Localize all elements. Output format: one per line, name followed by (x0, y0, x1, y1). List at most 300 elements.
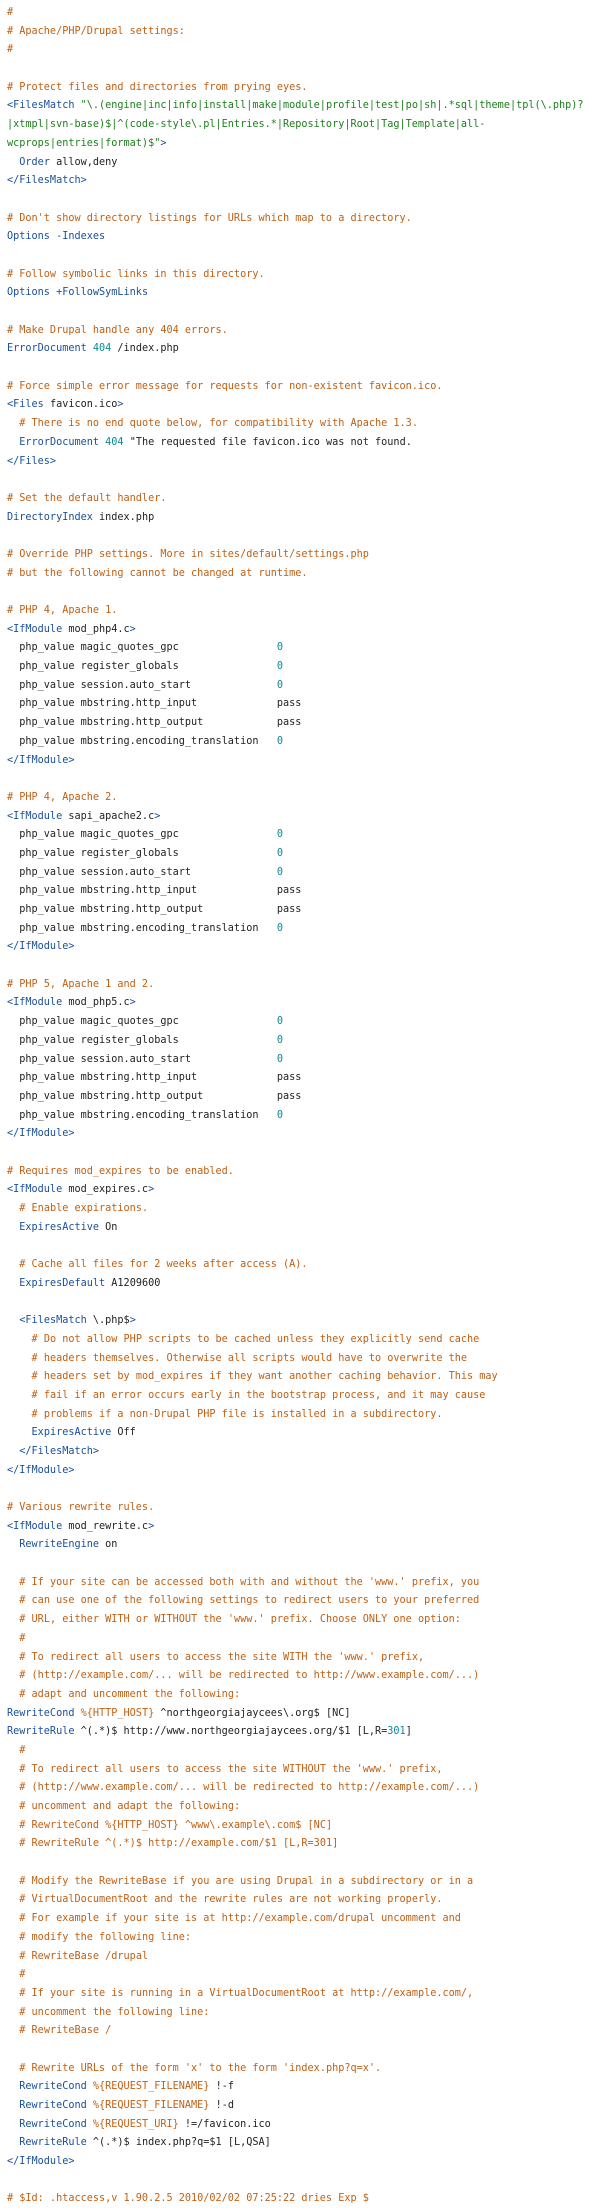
code-token: php_value mbstring.http_input pass (7, 1072, 302, 1084)
code-token: 0 (276, 679, 284, 691)
code-line (7, 471, 600, 490)
code-token: RewriteRule (7, 1726, 75, 1738)
code-line (7, 1293, 600, 1312)
code-token (7, 1894, 19, 1905)
code-token: "The requested file favicon.ico was not found. (123, 436, 412, 448)
code-token (7, 1820, 19, 1831)
code-token: %{REQUEST_FILENAME} (92, 2100, 210, 2111)
code-token: # There is no end quote below, for compatibility with Apache 1.3. (19, 418, 418, 430)
code-token: # Set the default handler. (7, 492, 167, 504)
code-token: # To redirect all users to access the site WITHOUT the 'www.' prefix, (19, 1763, 443, 1775)
code-token: php_value register_globals (7, 847, 277, 859)
code-token: php_value mbstring.http_output pass (7, 1090, 302, 1102)
code-line (7, 1462, 600, 1481)
code-token (7, 1353, 32, 1364)
code-token: # PHP 4, Apache 2. (7, 791, 118, 803)
code-token: # uncomment and adapt the following: (19, 1801, 241, 1812)
code-token: # Rewrite URLs of the form 'x' to the form 'index.php?q=x'. (19, 2062, 382, 2074)
code-line (7, 1237, 600, 1256)
code-line (7, 1051, 600, 1070)
code-token (7, 1577, 19, 1588)
code-line (7, 172, 600, 191)
code-token: mod_php5.c (62, 997, 130, 1009)
code-line (7, 1312, 600, 1331)
code-line (7, 1910, 600, 1929)
code-token: # adapt and uncomment the following: (19, 1688, 241, 1700)
code-line (7, 808, 600, 827)
code-token: php_value session.auto_start (7, 679, 277, 691)
code-line (7, 378, 600, 397)
code-token: ExpiresActive (19, 1221, 100, 1233)
code-token: %{HTTP_HOST} (80, 1707, 155, 1719)
code-line (7, 1761, 600, 1780)
code-line (7, 864, 600, 883)
code-line (7, 415, 600, 434)
code-token: php_value mbstring.encoding_translation (7, 922, 277, 934)
code-token: > (117, 399, 124, 411)
code-token: # but the following cannot be changed at runtime. (7, 567, 308, 579)
code-token (7, 1988, 19, 1999)
code-line (7, 2078, 600, 2097)
code-token: 0 (276, 829, 284, 841)
code-line (7, 527, 600, 546)
code-line (7, 2041, 600, 2060)
code-line (7, 340, 600, 359)
code-token: Options (7, 231, 50, 243)
code-line (7, 210, 600, 229)
code-line (7, 2022, 600, 2041)
code-line (7, 2172, 600, 2191)
code-line (7, 1107, 600, 1126)
code-line (7, 97, 600, 116)
code-token (7, 1278, 19, 1289)
code-line (7, 1574, 600, 1593)
code-token: # Don't show directory listings for URLs which map to a directory. (7, 212, 412, 224)
code-token: php_value magic_quotes_gpc (7, 1016, 277, 1028)
code-line (7, 976, 600, 995)
code-line (7, 1443, 600, 1462)
code-token: mod_php4.c (62, 623, 130, 635)
code-token: </FilesMatch> (7, 175, 87, 187)
code-token: </IfModule> (7, 2156, 75, 2168)
code-token: </Files> (7, 455, 57, 467)
code-line (7, 1200, 600, 1219)
code-line (7, 1592, 600, 1611)
code-line (7, 2190, 600, 2209)
code-token: </FilesMatch> (19, 1445, 100, 1457)
code-line (7, 901, 600, 920)
code-token: 404 (92, 343, 112, 355)
code-token: ^(.*)$ index.php?q=$1 [L,QSA] (86, 2137, 271, 2149)
code-token: # Various rewrite rules. (7, 1502, 155, 1513)
code-line (7, 116, 600, 135)
code-token: <IfModule (7, 810, 63, 822)
code-line (7, 1125, 600, 1144)
code-line (7, 1387, 600, 1406)
code-token (7, 2063, 19, 2074)
code-token: # Protect files and directories from prying eyes. (7, 81, 308, 93)
code-token: # Modify the RewriteBase if you are using Drupal in a subdirectory or in a (19, 1875, 474, 1887)
code-line (7, 79, 600, 98)
code-token: On (99, 1221, 118, 1233)
code-token: > (148, 1184, 155, 1196)
code-line (7, 1219, 600, 1238)
code-token (7, 2137, 19, 2148)
code-token (7, 1539, 19, 1550)
code-token: # can use one of the following settings to redirect users to your preferred (19, 1595, 480, 1607)
code-line (7, 1555, 600, 1574)
code-token: # (19, 1969, 26, 1981)
code-line (7, 1630, 600, 1649)
code-token: A1209600 (105, 1277, 161, 1289)
code-token: !-f (209, 2081, 234, 2093)
code-line (7, 2134, 600, 2153)
code-line (7, 1368, 600, 1387)
code-token (7, 1801, 19, 1812)
code-line (7, 1518, 600, 1537)
code-token: > (129, 997, 136, 1009)
code-line (7, 1929, 600, 1948)
code-line (7, 1854, 600, 1873)
code-line (7, 60, 600, 79)
code-line (7, 826, 600, 845)
code-token: # RewriteBase /drupal (19, 1950, 149, 1962)
code-token (7, 1838, 19, 1849)
code-line (7, 266, 600, 285)
code-token: # fail if an error occurs early in the bootstrap process, and it may cause (31, 1389, 486, 1401)
code-token (7, 1390, 32, 1401)
code-token: RewriteRule (19, 2137, 87, 2149)
code-line (7, 1275, 600, 1294)
code-token: # Do not allow PHP scripts to be cached unless they explicitly send cache (31, 1333, 480, 1345)
code-line (7, 752, 600, 771)
code-token (7, 1222, 19, 1233)
code-line (7, 602, 600, 621)
code-line (7, 770, 600, 789)
code-token: # uncomment the following line: (19, 2006, 210, 2018)
code-line (7, 1891, 600, 1910)
code-line (7, 1088, 600, 1107)
code-token: </IfModule> (7, 1464, 75, 1476)
code-token: !=/favicon.ico (178, 2118, 271, 2130)
code-token: # Follow symbolic links in this directory. (7, 268, 265, 280)
code-token: # Force simple error message for requests for non-existent favicon.ico. (7, 380, 443, 392)
code-token: <IfModule (7, 997, 63, 1009)
code-token (7, 1652, 19, 1663)
code-token (7, 1315, 19, 1326)
code-token: </IfModule> (7, 941, 75, 953)
code-token: # URL, either WITH or WITHOUT the 'www.' prefix. Choose ONLY one option: (19, 1614, 461, 1626)
code-token (7, 1371, 32, 1382)
code-token: %{REQUEST_FILENAME} (92, 2081, 210, 2093)
code-token: # (19, 1632, 26, 1644)
code-token (7, 1427, 32, 1438)
code-token: RewriteCond (7, 1707, 75, 1719)
code-token: ErrorDocument (7, 343, 87, 355)
code-line (7, 639, 600, 658)
code-line (7, 303, 600, 322)
code-token: /index.php (111, 343, 179, 355)
code-token (7, 2025, 19, 2036)
code-line (7, 453, 600, 472)
code-token: mod_expires.c (62, 1184, 149, 1196)
code-line (7, 4, 600, 23)
code-line (7, 509, 600, 528)
code-token: ExpiresDefault (19, 1277, 106, 1289)
code-line (7, 1966, 600, 1985)
code-line (7, 1817, 600, 1836)
code-token: # headers set by mod_expires if they want another caching behavior. This may (31, 1371, 498, 1383)
code-line (7, 2153, 600, 2172)
code-token: php_value session.auto_start (7, 1053, 277, 1065)
code-token (7, 437, 19, 448)
code-line (7, 695, 600, 714)
code-token: # For example if your site is at http://example.com/drupal uncomment and (19, 1913, 461, 1925)
code-token: +FollowSymLinks (56, 287, 149, 299)
code-line (7, 1705, 600, 1724)
code-token (7, 2007, 19, 2018)
code-token (7, 157, 19, 168)
code-line (7, 2004, 600, 2023)
code-token: 0 (276, 735, 284, 747)
code-token (7, 1446, 19, 1457)
code-token: > (129, 1315, 136, 1327)
code-token: allow,deny (49, 156, 118, 168)
code-token: </IfModule> (7, 1128, 75, 1140)
code-line (7, 1667, 600, 1686)
code-token: > (148, 1520, 155, 1532)
code-line (7, 1331, 600, 1350)
code-token: php_value mbstring.encoding_translation (7, 735, 277, 747)
code-token (7, 418, 19, 429)
code-line (7, 1835, 600, 1854)
code-token: php_value mbstring.http_output pass (7, 717, 302, 729)
code-token: # VirtualDocumentRoot and the rewrite rules are not working properly. (19, 1894, 443, 1906)
code-token: php_value magic_quotes_gpc (7, 829, 277, 841)
code-token: 0 (276, 847, 284, 859)
code-token: php_value register_globals (7, 661, 277, 673)
code-token: <IfModule (7, 1184, 63, 1196)
code-line (7, 1723, 600, 1742)
code-token: # (http://example.com/... will be redirected to http://www.example.com/...) (19, 1670, 480, 1682)
code-token: # PHP 4, Apache 1. (7, 605, 118, 616)
code-token: # RewriteRule ^(.*)$ http://example.com/$1 [L,R=301] (19, 1838, 339, 1850)
code-token: wcprops|entries|format)$" (7, 137, 161, 149)
code-line (7, 938, 600, 957)
code-token: # Requires mod_expires to be enabled. (7, 1165, 234, 1177)
code-token: RewriteCond (19, 2100, 87, 2111)
code-line (7, 2097, 600, 2116)
code-line (7, 583, 600, 602)
code-line (7, 1480, 600, 1499)
code-token (7, 1913, 19, 1924)
code-token: # (19, 1744, 26, 1756)
code-token: # RewriteBase / (19, 2025, 112, 2037)
code-token: %{REQUEST_URI} (92, 2118, 179, 2130)
code-token: php_value mbstring.encoding_translation (7, 1109, 277, 1121)
code-token: |xtmpl|svn-base)$|^(code-style\.pl|Entries.*|Repository|Root|Tag|Template|all- (7, 119, 486, 131)
code-line (7, 191, 600, 210)
code-token: ^(.*)$ http://www.northgeorgiajaycees.org/$1 [L,R= (74, 1726, 388, 1738)
code-token: RewriteEngine (19, 1539, 100, 1551)
code-token: favicon.ico (43, 399, 118, 411)
code-line (7, 1779, 600, 1798)
code-line (7, 1144, 600, 1163)
code-token: 301 (387, 1726, 406, 1738)
code-token: # Make Drupal handle any 404 errors. (7, 324, 228, 336)
code-token: php_value register_globals (7, 1034, 277, 1046)
code-line (7, 396, 600, 415)
code-token: index.php (92, 511, 155, 523)
code-line (7, 247, 600, 266)
code-token: RewriteCond (19, 2118, 87, 2130)
code-token (7, 1409, 32, 1420)
code-line (7, 1985, 600, 2004)
code-token (7, 1689, 19, 1700)
code-token (7, 1595, 19, 1606)
code-line (7, 565, 600, 584)
code-token: \.php$ (86, 1315, 130, 1327)
code-line (7, 1798, 600, 1817)
code-token: 404 (105, 436, 124, 448)
code-token: ErrorDocument (19, 436, 100, 448)
code-line (7, 1649, 600, 1668)
code-token: > (154, 810, 161, 822)
code-token (7, 1614, 19, 1625)
code-line (7, 677, 600, 696)
code-token: mod_rewrite.c (62, 1520, 149, 1532)
code-token (7, 2100, 19, 2111)
code-token: <IfModule (7, 1520, 63, 1532)
code-token: # Apache/PHP/Drupal settings: (7, 25, 185, 37)
code-token: "\.(engine|inc|info|install|make|module|profile|test|po|sh|.*sql|theme|tpl(\.php)? (80, 100, 584, 112)
code-token: Options (7, 287, 50, 299)
code-token (7, 2081, 19, 2092)
code-line (7, 1032, 600, 1051)
code-token: # If your site can be accessed both with and without the 'www.' prefix, you (19, 1576, 480, 1588)
code-token: # RewriteCond %{HTTP_HOST} ^www\.example\.com$ [NC] (19, 1819, 333, 1831)
code-token: DirectoryIndex (7, 511, 93, 523)
code-token: php_value session.auto_start (7, 866, 277, 878)
code-token: 0 (276, 1034, 284, 1046)
code-token: # modify the following line: (19, 1931, 192, 1943)
code-token: # $Id: .htaccess,v 1.90.2.5 2010/02/02 07:25:22 dries Exp $ (7, 2193, 369, 2205)
code-line (7, 733, 600, 752)
code-line (7, 434, 600, 453)
code-line (7, 1611, 600, 1630)
code-token: # (7, 44, 14, 56)
code-line (7, 920, 600, 939)
code-token: ExpiresActive (31, 1427, 112, 1439)
code-token: 0 (276, 1109, 284, 1121)
code-token: <FilesMatch (19, 1315, 87, 1327)
code-line (7, 621, 600, 640)
code-token: # headers themselves. Otherwise all scripts would have to overwrite the (31, 1352, 468, 1364)
code-token: 0 (276, 1053, 284, 1065)
code-token: Order (19, 156, 50, 168)
code-token: 0 (276, 1016, 284, 1028)
code-token: # If your site is running in a VirtualDocumentRoot at http://example.com/, (19, 1987, 474, 1999)
code-token: # PHP 5, Apache 1 and 2. (7, 978, 155, 990)
code-token (7, 1334, 32, 1345)
code-token: php_value mbstring.http_output pass (7, 904, 302, 915)
code-token: # problems if a non-Drupal PHP file is installed in a subdirectory. (31, 1408, 443, 1420)
code-line (7, 789, 600, 808)
code-line (7, 1163, 600, 1182)
code-line (7, 1686, 600, 1705)
code-line (7, 41, 600, 60)
code-token: php_value magic_quotes_gpc (7, 642, 277, 654)
code-token (7, 1969, 19, 1980)
code-token: <FilesMatch (7, 100, 81, 112)
code-token: # (7, 7, 14, 18)
code-line (7, 284, 600, 303)
code-token: ^northgeorgiajaycees\.org$ [NC] (154, 1707, 351, 1719)
code-line (7, 1181, 600, 1200)
code-token: sapi_apache2.c (62, 810, 155, 822)
code-line (7, 1742, 600, 1761)
code-line (7, 1406, 600, 1425)
code-token: php_value mbstring.http_input pass (7, 698, 302, 710)
code-token: !-d (209, 2100, 234, 2111)
code-token: 0 (276, 866, 284, 878)
code-line (7, 322, 600, 341)
code-token: -Indexes (56, 231, 106, 243)
code-token: > (160, 137, 167, 149)
code-token: 0 (276, 642, 284, 654)
code-token: 0 (276, 661, 284, 673)
code-line (7, 1424, 600, 1443)
code-token (7, 1876, 19, 1887)
code-line (7, 228, 600, 247)
code-line (7, 957, 600, 976)
code-line (7, 154, 600, 173)
code-token (7, 1951, 19, 1962)
code-token: # To redirect all users to access the site WITH the 'www.' prefix, (19, 1651, 425, 1663)
code-token: php_value mbstring.http_input pass (7, 885, 302, 897)
code-token: > (129, 623, 136, 635)
code-token (7, 1203, 19, 1214)
code-line (7, 1948, 600, 1967)
code-line (7, 1873, 600, 1892)
code-token: on (99, 1539, 118, 1551)
code-token: # Cache all files for 2 weeks after access (A). (19, 1259, 308, 1271)
code-line (7, 1013, 600, 1032)
code-line (7, 994, 600, 1013)
code-line (7, 2060, 600, 2079)
code-token: # (http://www.example.com/... will be redirected to http://example.com/...) (19, 1782, 480, 1794)
code-token (7, 1259, 19, 1270)
code-token (7, 2119, 19, 2130)
code-line (7, 1256, 600, 1275)
code-token (7, 1782, 19, 1793)
code-line (7, 23, 600, 42)
code-token: <IfModule (7, 623, 63, 635)
code-token: ] (405, 1726, 412, 1738)
code-token: <Files (7, 399, 44, 411)
code-token (7, 1745, 19, 1756)
code-line (7, 1536, 600, 1555)
code-line (7, 1069, 600, 1088)
code-token: RewriteCond (19, 2081, 87, 2093)
code-line (7, 546, 600, 565)
code-line (7, 658, 600, 677)
code-token (7, 1764, 19, 1775)
code-token (7, 1633, 19, 1644)
code-line (7, 490, 600, 509)
code-token: # Enable expirations. (19, 1203, 149, 1214)
code-token: </IfModule> (7, 754, 75, 766)
